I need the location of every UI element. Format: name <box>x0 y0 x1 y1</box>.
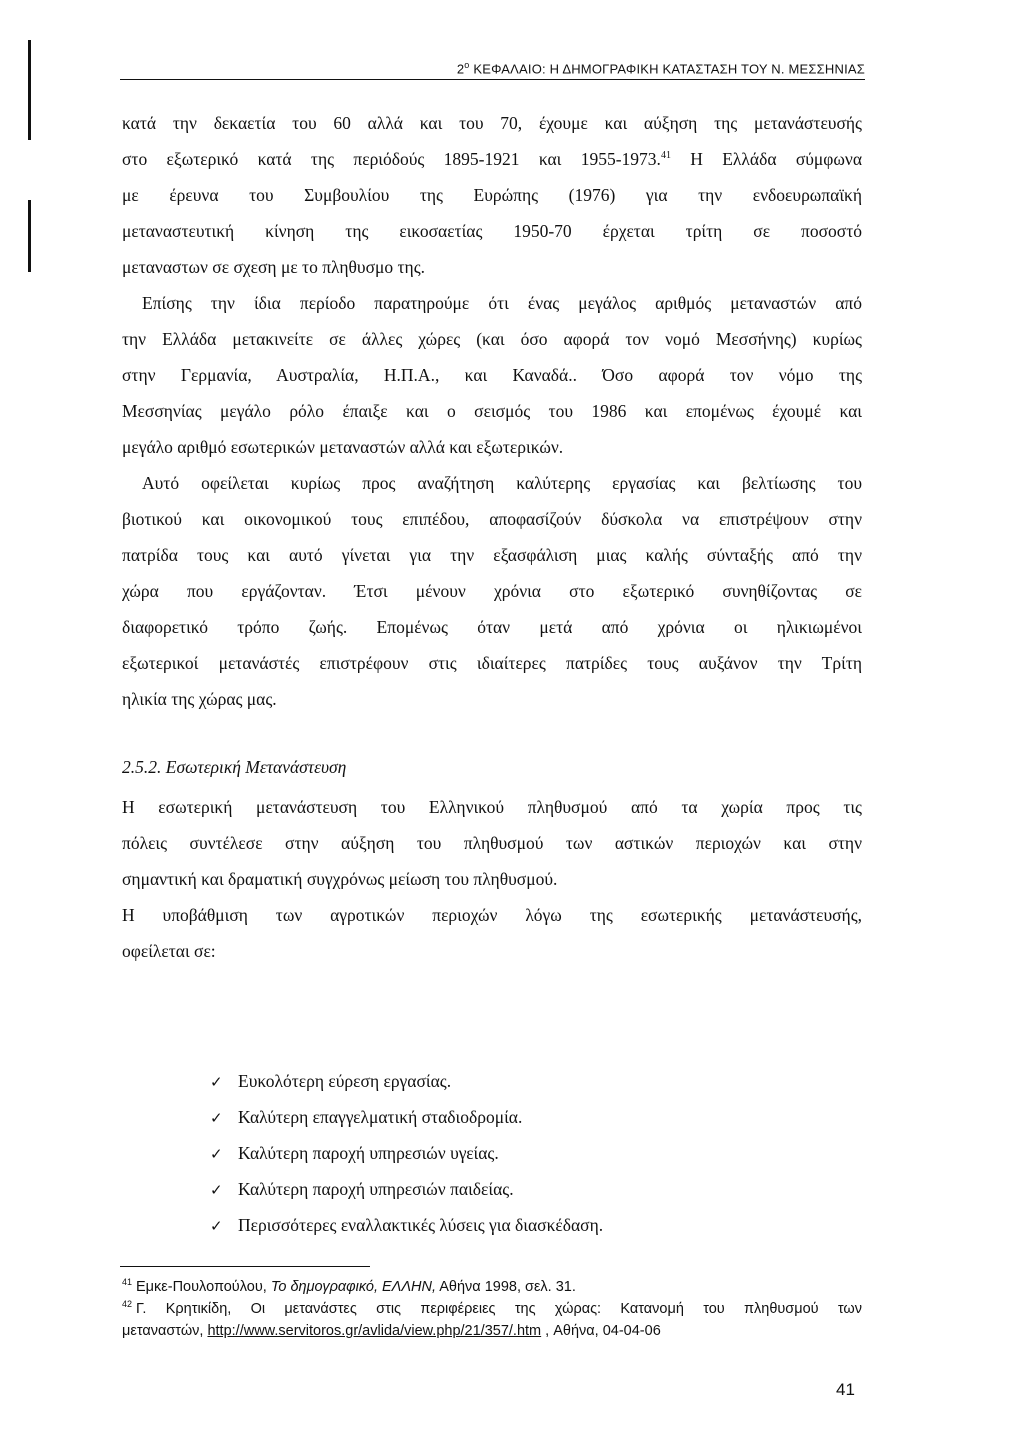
text-line: Επίσης την ίδια περίοδο παρατηρούμε ότι ένας μεγάλος αριθμός μεταναστών από <box>142 293 862 313</box>
list-item-label: Καλύτερη παροχή υπηρεσιών παιδείας. <box>238 1179 514 1199</box>
check-icon: ✓ <box>210 1217 223 1235</box>
check-icon: ✓ <box>210 1145 223 1163</box>
list-item <box>210 1179 514 1200</box>
text-line: την Ελλάδα μετακινείτε σε άλλες χώρες (και όσο αφορά τον νομό Μεσσήνης) κυρίως <box>122 329 862 349</box>
footnote-41 <box>122 1279 862 1295</box>
text-line: Αυτό οφείλεται κυρίως προς αναζήτηση καλύτερης εργασίας και βελτίωσης του <box>142 473 862 493</box>
margin-bar <box>28 40 31 140</box>
list-item-label: Καλύτερη επαγγελματική σταδιοδρομία. <box>238 1107 523 1127</box>
footnote-text: Γ. Κρητικίδη, Οι μετανάστες στις περιφέρειες της χώρας: Κατανομή του πληθυσμού των <box>136 1301 862 1317</box>
text-line: Μεσσηνίας μεγάλο ρόλο έπαιξε και ο σεισμός του 1986 και επομένως έχουμέ και <box>122 401 862 421</box>
check-icon: ✓ <box>210 1073 223 1091</box>
text-line: κατά την δεκαετία του 60 αλλά και του 70, έχουμε και αύξηση της μετανάστευσής <box>122 113 862 133</box>
footnote-text: , Αθήνα, 04-04-06 <box>541 1323 661 1339</box>
list-item <box>210 1071 451 1092</box>
text-line <box>122 149 862 170</box>
text-line: μεγάλο αριθμό εσωτερικών μεταναστών αλλά και εξωτερικών. <box>122 437 564 457</box>
footnote-title: Το δημογραφικό, ΕΛΛΗΝ, <box>270 1279 436 1295</box>
list-item-label: Ευκολότερη εύρεση εργασίας. <box>238 1071 452 1091</box>
running-head <box>120 60 865 76</box>
text-span: στο εξωτερικό κατά της περιόδούς 1895-1921 και 1955-1973. <box>122 149 661 169</box>
footnote-link[interactable]: http://www.servitoros.gr/avlida/view.php/21/357/.htm <box>207 1323 542 1339</box>
footnote-42-cont <box>122 1323 862 1339</box>
page-number: 41 <box>836 1380 855 1399</box>
text-line: μεταναστων σε σχεση με το πληθυσμο της. <box>122 257 426 277</box>
header-rule <box>120 79 865 80</box>
text-line: Η εσωτερική μετανάστευση του Ελληνικού πληθυσμού από τα χωρία προς τις <box>122 797 862 817</box>
chapter-number: 2 <box>456 61 465 77</box>
text-line: στην Γερμανία, Αυστραλία, Η.Π.Α., και Καναδά.. Όσο αφορά τον νόμο της <box>122 365 862 385</box>
chapter-number-sup: ο <box>464 60 470 70</box>
text-span: Η Ελλάδα σύμφωνα <box>670 149 863 169</box>
footnote-text: Αθήνα 1998, σελ. 31. <box>436 1279 576 1295</box>
chapter-title: ΚΕΦΑΛΑΙΟ: Η ΔΗΜΟΓΡΑΦΙΚΗ ΚΑΤΑΣΤΑΣΗ ΤΟΥ Ν. ΜΕΣΣΗΝΙΑΣ <box>473 61 865 77</box>
text-line: Η υποβάθμιση των αγροτικών περιοχών λόγω της εσωτερικής μετανάστευσής, <box>122 905 862 925</box>
check-icon: ✓ <box>210 1181 223 1199</box>
check-icon: ✓ <box>210 1109 223 1127</box>
text-line: εξωτερικοί μετανάστές επιστρέφουν στις ιδιαίτερες πατρίδες τους αυξάνον την Τρίτη <box>122 653 862 673</box>
footnote-number: 42 <box>122 1299 133 1310</box>
footnote-number: 41 <box>122 1277 133 1288</box>
text-line: διαφορετικό τρόπο ζωής. Επομένως όταν μετά από χρόνια οι ηλικιωμένοι <box>122 617 862 637</box>
list-item <box>210 1215 603 1236</box>
text-line: βιοτικού και οικονομικού τους επιπέδου, αποφασίζούν δύσκολα να επιστρέψουν στην <box>122 509 862 529</box>
list-item-label: Καλύτερη παροχή υπηρεσιών υγείας. <box>238 1143 499 1163</box>
text-line: σημαντική και δραματική συγχρόνως μείωση του πληθυσμού. <box>122 869 558 889</box>
text-line: ηλικία της χώρας μας. <box>122 689 277 709</box>
footnote-rule <box>120 1266 370 1267</box>
text-line: με έρευνα του Συμβουλίου της Ευρώπης (1976) για την ενδοευρωπαϊκή <box>122 185 862 205</box>
text-line: μεταναστευτική κίνηση της εικοσαετίας 1950-70 έρχεται τρίτη σε ποσοστό <box>122 221 862 241</box>
section-heading: 2.5.2. Εσωτερική Μετανάστευση <box>122 757 347 777</box>
list-item <box>210 1107 522 1128</box>
footnote-text: μεταναστών, <box>122 1323 208 1339</box>
text-line: πατρίδα τους και αυτό γίνεται για την εξασφάλιση μιας καλής σύνταξής από την <box>122 545 862 565</box>
footnote-ref[interactable]: 41 <box>660 150 671 162</box>
footnote-42 <box>122 1301 862 1317</box>
footnote-author: Εμκε-Πουλοπούλου, <box>136 1279 271 1295</box>
text-line: πόλεις συντέλεσε στην αύξηση του πληθυσμού των αστικών περιοχών και στην <box>122 833 862 853</box>
margin-bar <box>28 200 31 272</box>
text-line: οφείλεται σε: <box>122 941 216 961</box>
text-line: χώρα που εργάζονταν. Έτσι μένουν χρόνια στο εξωτερικό συνηθίζοντας σε <box>122 581 862 601</box>
list-item-label: Περισσότερες εναλλακτικές λύσεις για διασκέδαση. <box>238 1215 604 1235</box>
list-item <box>210 1143 499 1164</box>
